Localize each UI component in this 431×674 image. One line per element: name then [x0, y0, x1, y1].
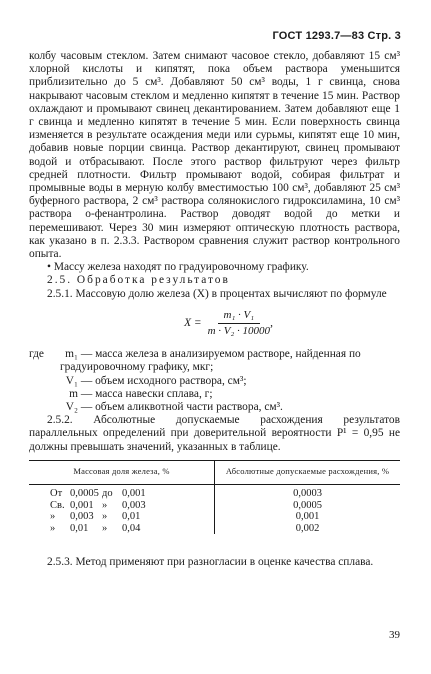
formula-fraction [208, 309, 271, 338]
table-row [29, 511, 400, 523]
definition-text: — объем аликвотной части раствора, см³. [80, 401, 283, 414]
document-body [29, 50, 400, 569]
definition-lead: где [29, 348, 44, 361]
variable-definitions [29, 348, 400, 414]
definition-symbol: m [69, 387, 78, 400]
table-cell-value: 0,002 [295, 522, 320, 534]
table-row [29, 523, 400, 535]
table-cell-value: 0,0003 [293, 488, 322, 500]
definition-text: — масса навески сплава, г; [80, 387, 213, 400]
definition-lead [29, 401, 60, 414]
table-cell-range: » 0,003 » 0,01 [29, 511, 215, 523]
definition-text: — объем исходного раствора, см³; [80, 374, 247, 387]
paragraph-method-dispute: 2.5.3. Метод применяют при разногласии в оценке качества сплава. [47, 556, 374, 569]
table-cell-value: 0,001 [295, 511, 320, 523]
definition-symbol: V₁ [65, 374, 78, 387]
table-cell-value: 0,0005 [293, 499, 322, 511]
table-header-iron-fraction: Массовая доля железа, % [29, 460, 215, 484]
page-number: 39 [389, 629, 400, 641]
paragraph-tolerances: 2.5.2. Абсолютные допускаемые расхождения результатов параллельных определений при доверительной вероятности P¹ = 0,95 не должны превышать значений, указанных в таблице. [29, 414, 400, 453]
definition-row [29, 401, 400, 414]
page-header: ГОСТ 1293.7—83 Стр. 3 [272, 30, 401, 42]
paragraph-procedure: колбу часовым стеклом. Затем снимают часовое стекло, добавляют 15 см³ хлорной кислоты и кипятят, пока объем раствора уменьшится приблизительно до 5 см³. Добавляют 50 см³ воды, 1 г свинца, снова накрывают часовым стеклом и медленно кипятят в течение 15 мин. Раствор охлаждают и промывают свинец декантированием. Затем добавляют еще 1 г свинца и медленно кипятят в течение 5 мин. Если поверхность свинца изменяется в результате осаждения меди или сурьмы, кипятят еще 10 мин, добавив новые порции свинца. Раствор декантируют, свинец промывают водой и отбрасывают. После этого раствор фильтруют через фильтр средней плотности. Фильтр промывают водой, собирая фильтрат и промывные воды в мерную колбу вместимостью 100 см³, добавляют 25 см³ буферного раствора, 2 см³ раствора солянокислого гидроксиламина, 10 см³ раствора о-фенантролина. Раствор доводят водой до метки и перемешивают. Через 30 мин измеряют оптическую плотность раствора, как указано в п. 2.3.3. Раствором сравнения служит раствор контрольного опыта. [29, 50, 400, 261]
formula-trail: , [270, 316, 273, 329]
table-cell-range: Св. 0,001 » 0,003 [29, 500, 215, 512]
paragraph-formula-intro: 2.5.1. Массовую долю железа (X) в процентах вычисляют по формуле [47, 287, 387, 300]
formula-numerator: m₁ · V₁ [218, 309, 261, 324]
table-row [29, 500, 400, 512]
table-cell-range: От 0,0005 до 0,001 [29, 485, 215, 500]
definition-row [29, 388, 400, 401]
section-title: 2.5. Обработка результатов [47, 274, 230, 287]
definition-row [29, 348, 400, 374]
table-header-tolerance: Абсолютные допускаемые расхождения, % [215, 460, 401, 484]
definition-symbol: V₂ [65, 401, 78, 414]
table-header-row [29, 460, 400, 484]
formula-lhs: X = [184, 316, 202, 329]
definition-lead [29, 388, 60, 401]
formula [57, 309, 400, 338]
tolerance-table [29, 460, 400, 534]
definition-symbol: m₁ [65, 348, 78, 361]
definition-text: — масса железа в анализируемом растворе, найденная по градуировочному графику, мкг; [60, 348, 361, 374]
table-row [29, 485, 400, 500]
paragraph-mass-iron: • Массу железа находят по градуировочному графику. [47, 261, 309, 274]
table-cell-range: » 0,01 » 0,04 [29, 523, 215, 535]
definition-lead [29, 375, 60, 388]
definition-row [29, 375, 400, 388]
formula-denominator: m · V₂ · 10000 [207, 325, 271, 338]
